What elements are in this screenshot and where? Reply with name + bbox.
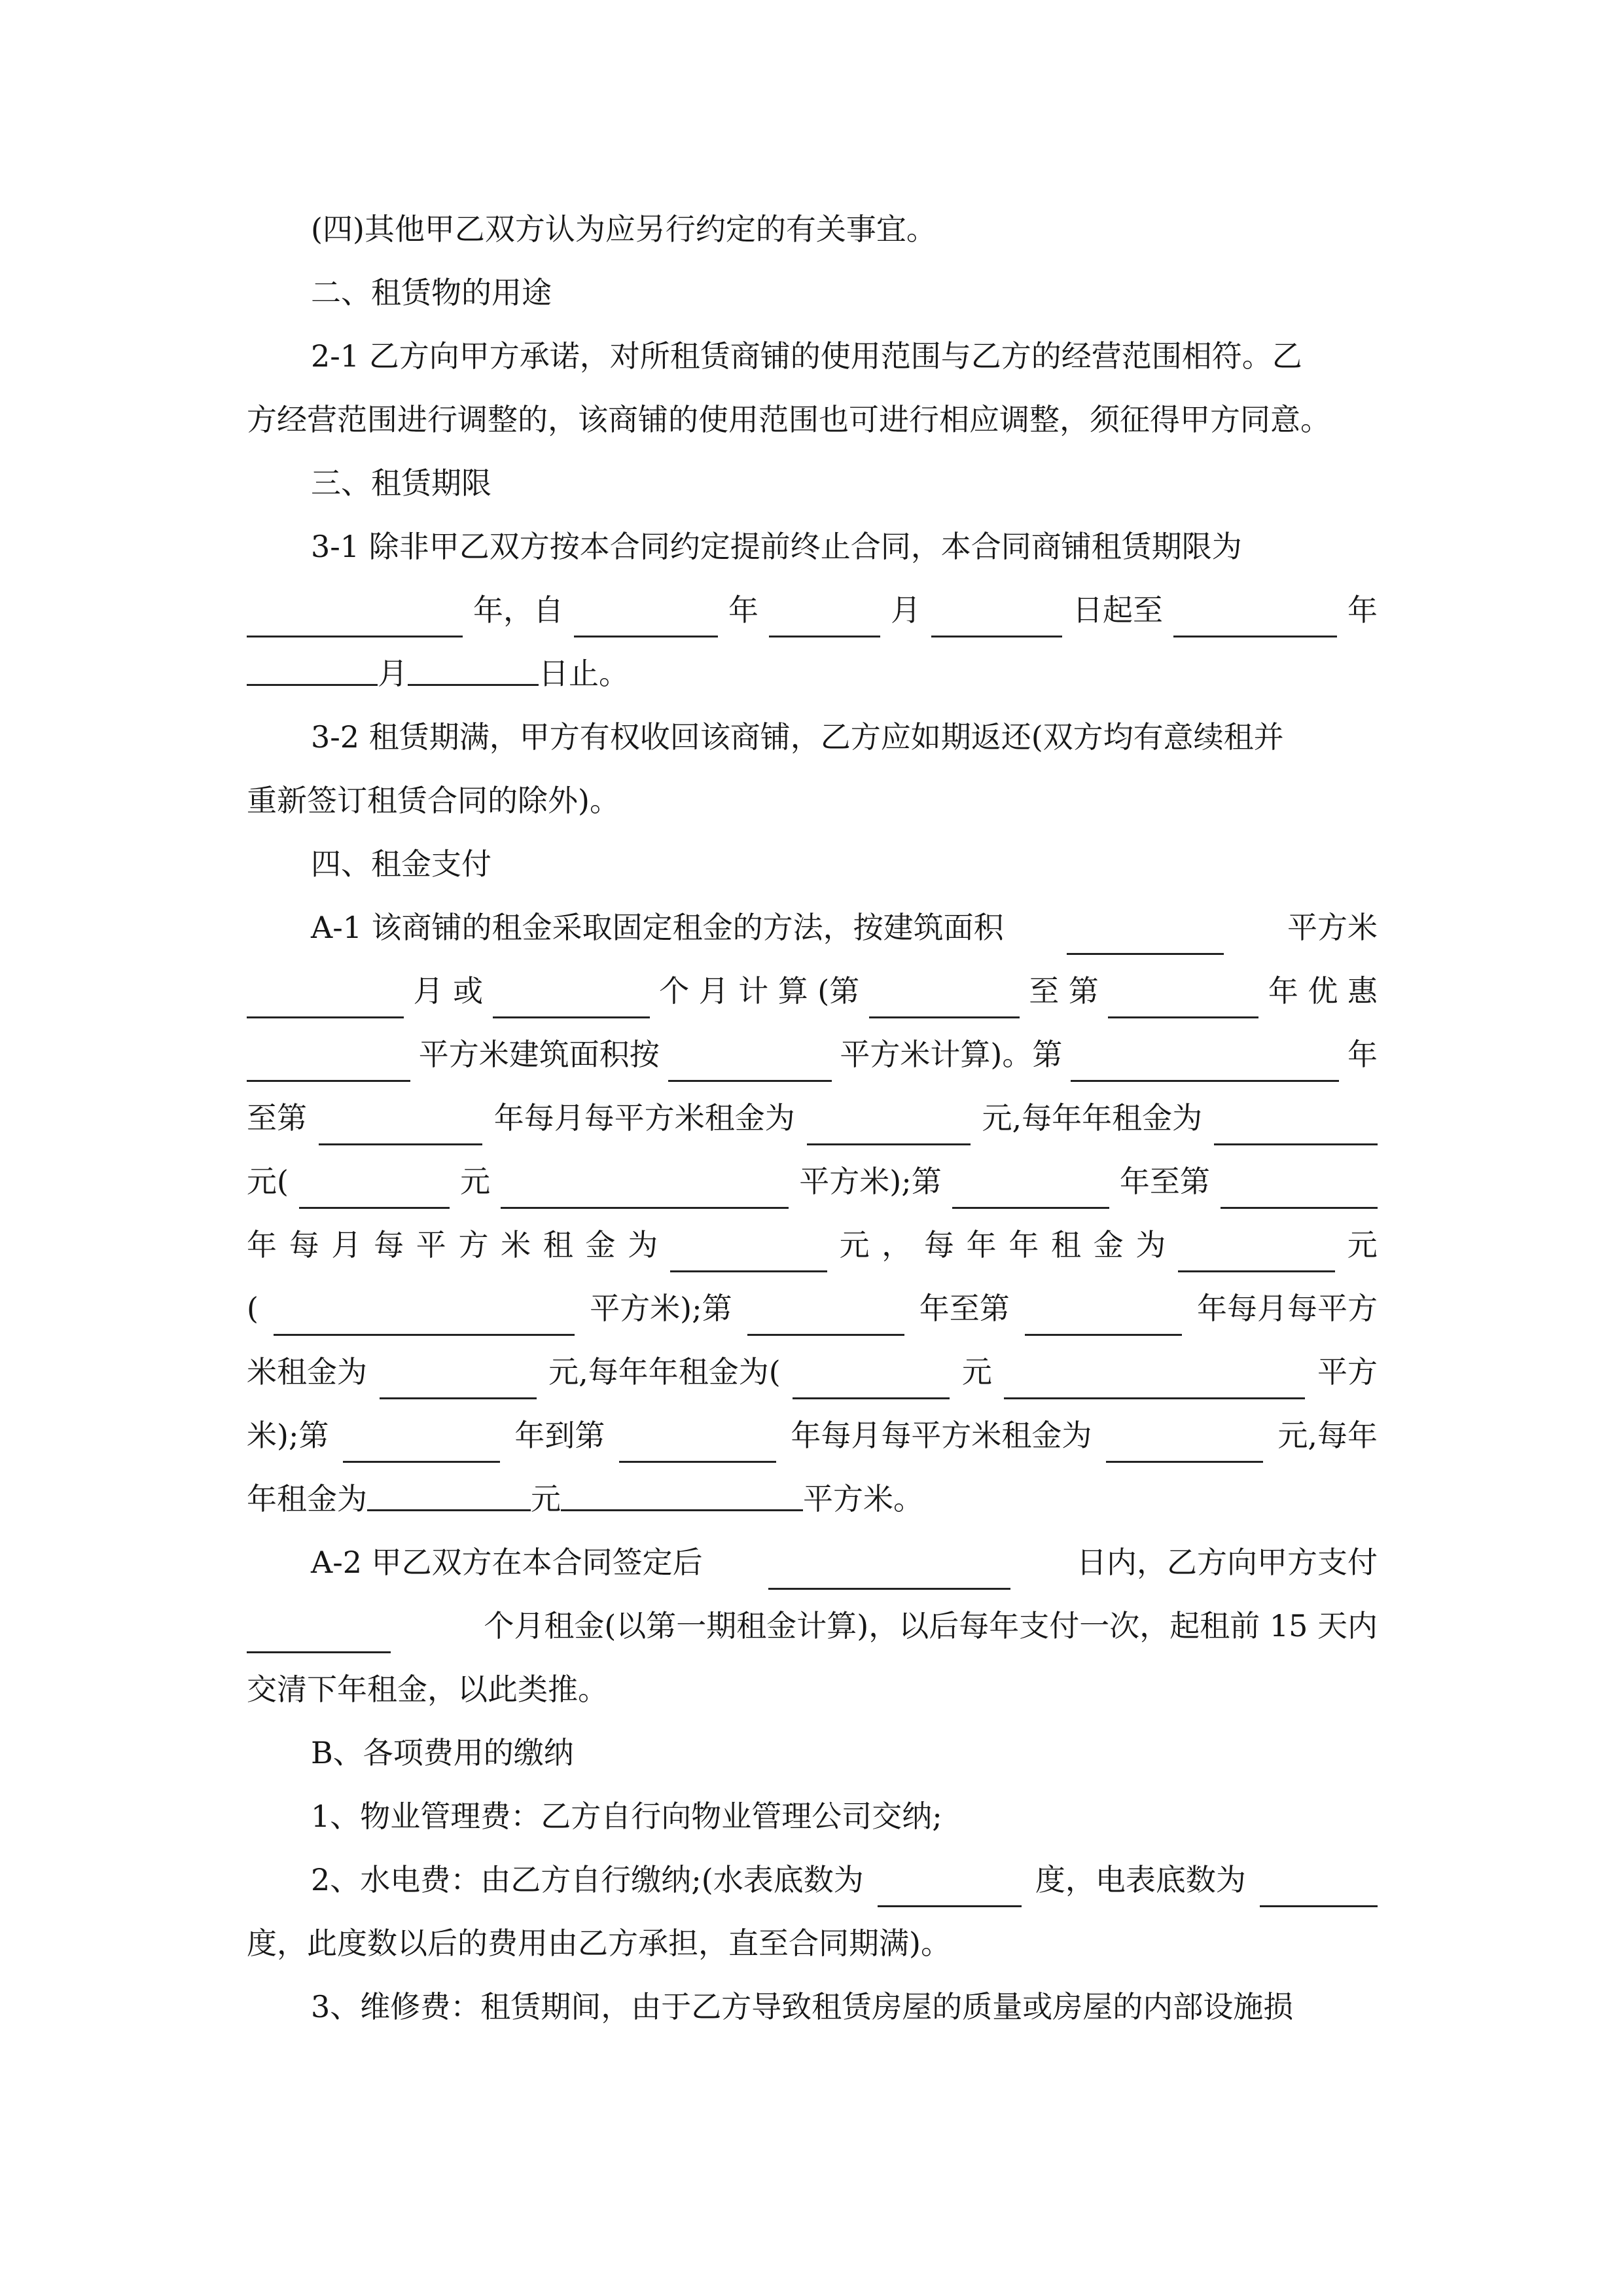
clause-b-2-line-2: 度，此度数以后的费用由乙方承担，直至合同期满)。 [247, 1926, 951, 1961]
blank-field[interactable] [878, 1867, 1022, 1907]
clause-a-2-line-1: A-2 甲乙双方在本合同签定后 日内，乙方向甲方支付 [311, 1535, 1378, 1590]
blank-field[interactable] [319, 1105, 482, 1145]
blank-field[interactable] [274, 1296, 575, 1336]
blank-field[interactable] [501, 1169, 789, 1209]
blank-field[interactable] [668, 1042, 832, 1082]
blank-field[interactable] [299, 1169, 450, 1209]
blank-field[interactable] [1173, 598, 1337, 637]
blank-field[interactable] [561, 1471, 803, 1511]
heading-lease-purpose: 二、租赁物的用途 [311, 275, 552, 310]
clause-a-1-line-5: 元( 元 平方米);第 年至第 [247, 1154, 1378, 1209]
clause-b-1: 1、物业管理费：乙方自行向物业管理公司交纳; [311, 1799, 942, 1834]
blank-field[interactable] [768, 1550, 1010, 1590]
clause-a-1-line-10: 年租金为 元 平方米。 [247, 1471, 1378, 1526]
blank-field[interactable] [1260, 1867, 1378, 1907]
clause-a-1-line-1: A-1 该商铺的租金采取固定租金的方法，按建筑面积 平方米 [311, 900, 1378, 955]
clause-a-1-line-3: 平方米建筑面积按 平方米计算)。第 年 [247, 1027, 1378, 1082]
clause-a-1-line-7: ( 平方米);第 年至第 年每月每平方 [247, 1281, 1378, 1336]
blank-field[interactable] [869, 978, 1020, 1018]
blank-field[interactable] [247, 646, 378, 686]
blank-field[interactable] [619, 1423, 776, 1463]
heading-rent-payment: 四、租金支付 [311, 846, 491, 882]
clause-2-1-line-1: 2-1 乙方向甲方承诺，对所租赁商铺的使用范围与乙方的经营范围相符。乙 [311, 338, 1302, 374]
blank-field[interactable] [1214, 1105, 1378, 1145]
heading-fees: B、各项费用的缴纳 [311, 1735, 574, 1770]
blank-field[interactable] [380, 1359, 537, 1399]
clause-a-1-line-2: 月 或 个 月 计 算 (第 至 第 年 优 惠 [247, 963, 1378, 1018]
blank-field[interactable] [1108, 978, 1258, 1018]
blank-field[interactable] [493, 978, 650, 1018]
paragraph-other-matters: (四)其他甲乙双方认为应另行约定的有关事宜。 [311, 211, 936, 247]
clause-b-3-line-1: 3、维修费：租赁期间，由于乙方导致租赁房屋的质量或房屋的内部设施损 [311, 1989, 1294, 2024]
blank-field[interactable] [1025, 1296, 1182, 1336]
blank-field[interactable] [807, 1105, 971, 1145]
blank-field[interactable] [1071, 1042, 1339, 1082]
clause-a-2-line-3: 交清下年租金，以此类推。 [247, 1672, 608, 1707]
blank-field[interactable] [931, 598, 1062, 637]
clause-2-1-line-2: 方经营范围进行调整的，该商铺的使用范围也可进行相应调整，须征得甲方同意。 [247, 402, 1330, 437]
blank-field[interactable] [408, 646, 539, 686]
blank-field[interactable] [247, 1042, 410, 1082]
blank-field[interactable] [367, 1471, 531, 1511]
blank-field[interactable] [1067, 915, 1224, 955]
clause-b-2-line-1: 2、水电费：由乙方自行缴纳;(水表底数为 度，电表底数为 [311, 1852, 1378, 1907]
clause-a-1-line-6: 年 每 月 每 平 方 米 租 金 为 元 ， 每 年 年 租 金 为 元 [247, 1217, 1378, 1272]
blank-field[interactable] [247, 1613, 391, 1653]
heading-lease-term: 三、租赁期限 [311, 465, 491, 501]
blank-field[interactable] [1106, 1423, 1263, 1463]
clause-a-1-line-8: 米租金为 元,每年年租金为( 元 平方 [247, 1344, 1378, 1399]
clause-3-1-line-2: 年，自 年 月 日起至 年 [247, 583, 1378, 637]
blank-field[interactable] [343, 1423, 500, 1463]
blank-field[interactable] [793, 1359, 950, 1399]
clause-a-2-line-2: 个月租金(以第一期租金计算)，以后每年支付一次，起租前 15 天内 [247, 1598, 1378, 1653]
blank-field[interactable] [952, 1169, 1109, 1209]
blank-field[interactable] [247, 978, 404, 1018]
clause-a-1-line-9: 米);第 年到第 年每月每平方米租金为 元,每年 [247, 1408, 1378, 1463]
clause-a-1-line-4: 至第 年每月每平方米租金为 元,每年年租金为 [247, 1090, 1378, 1145]
blank-field[interactable] [769, 598, 880, 637]
clause-3-2-line-1: 3-2 租赁期满，甲方有权收回该商铺，乙方应如期返还(双方均有意续租并 [311, 719, 1284, 755]
blank-field[interactable] [1221, 1169, 1378, 1209]
clause-3-2-line-2: 重新签订租赁合同的除外)。 [247, 783, 620, 818]
blank-field[interactable] [574, 598, 718, 637]
blank-field[interactable] [1004, 1359, 1305, 1399]
clause-3-1-line-3: 月 日止。 [247, 646, 1378, 701]
clause-3-1-line-1: 3-1 除非甲乙双方按本合同约定提前终止合同，本合同商铺租赁期限为 [311, 529, 1242, 564]
blank-field[interactable] [247, 598, 463, 637]
blank-field[interactable] [670, 1232, 827, 1272]
blank-field[interactable] [747, 1296, 904, 1336]
blank-field[interactable] [1178, 1232, 1335, 1272]
